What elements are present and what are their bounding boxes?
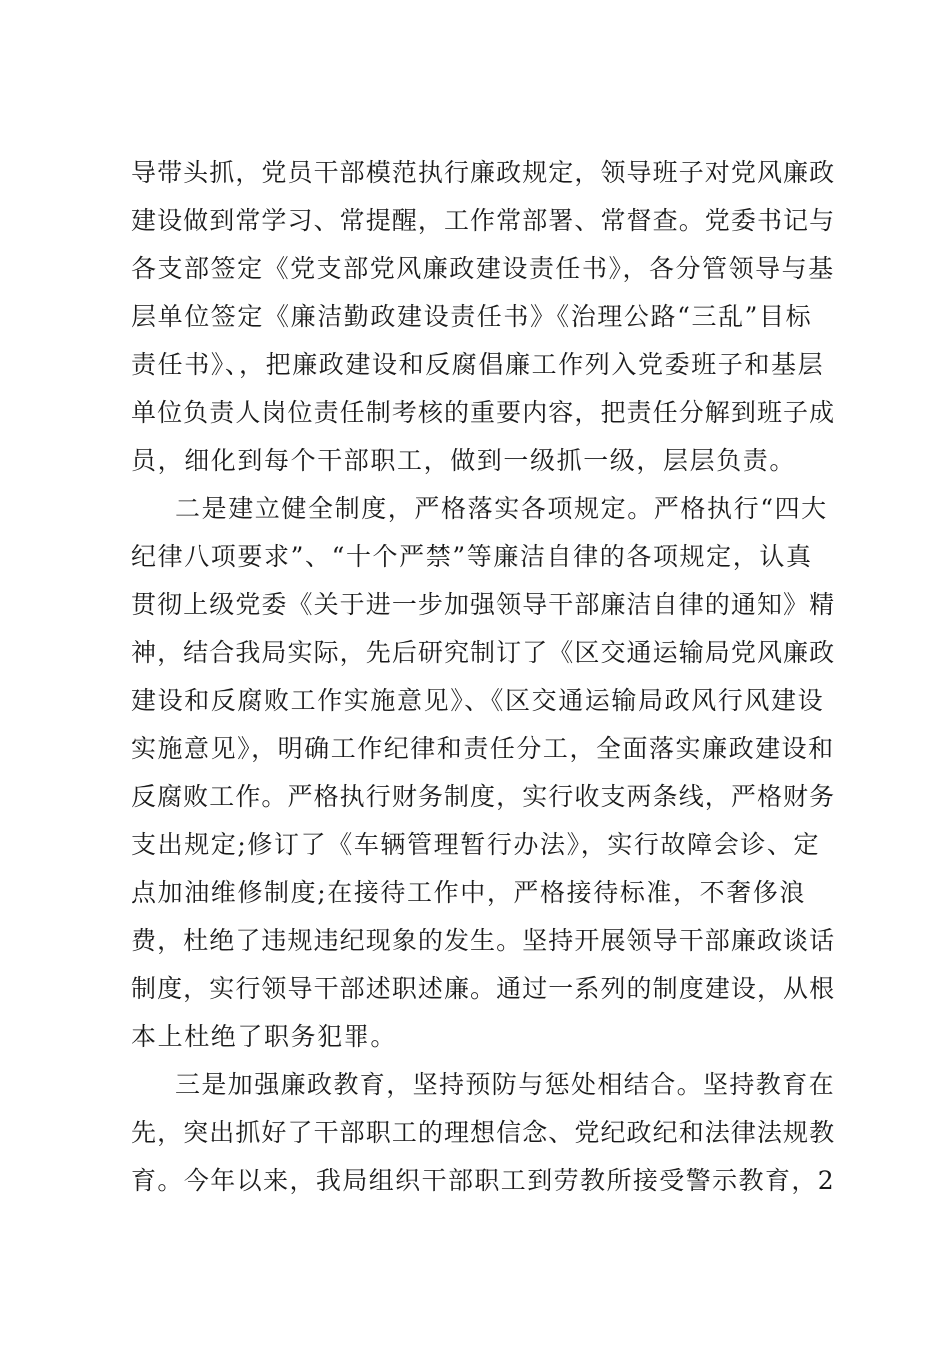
text-line: 制度，实行领导干部述职述廉。通过一系列的制度建设，从根	[131, 974, 836, 1003]
text-line: 各支部签定《党支部党风廉政建设责任书》，各分管领导与基	[131, 254, 835, 283]
text-line: 实施意见》，明确工作纪律和责任分工，全面落实廉政建设和	[131, 734, 835, 763]
text-line: 员，细化到每个干部职工，做到一级抓一级，层层负责。	[131, 446, 797, 475]
text-line: 单位负责人岗位责任制考核的重要内容，把责任分解到班子成	[131, 398, 836, 427]
text-line: 导带头抓，党员干部模范执行廉政规定，领导班子对党风廉政	[131, 158, 836, 187]
text-line: 层单位签定《廉洁勤政建设责任书》《治理公路“三乱”目标	[131, 302, 813, 331]
text-line: 反腐败工作。严格执行财务制度，实行收支两条线，严格财务	[131, 782, 836, 811]
paragraph-first-line: 三是加强廉政教育，坚持预防与惩处相结合。坚持教育在	[175, 1070, 836, 1099]
text-line: 纪律八项要求”、“十个严禁”等廉洁自律的各项规定，认真	[131, 542, 813, 571]
text-line: 建设和反腐败工作实施意见》、《区交通运输局政风行风建设	[131, 686, 825, 715]
text-line: 贯彻上级党委《关于进一步加强领导干部廉洁自律的通知》精	[131, 590, 836, 619]
paragraph-first-line: 二是建立健全制度，严格落实各项规定。严格执行“四大	[175, 494, 828, 523]
text-line: 支出规定;修订了《车辆管理暂行办法》，实行故障会诊、定	[131, 830, 821, 859]
text-line: 建设做到常学习、常提醒，工作常部署、常督查。党委书记与	[131, 206, 836, 235]
text-line: 本上杜绝了职务犯罪。	[131, 1022, 398, 1051]
text-line: 点加油维修制度;在接待工作中，严格接待标准，不奢侈浪	[131, 878, 807, 907]
text-line: 责任书》、，把廉政建设和反腐倡廉工作列入党委班子和基层	[131, 350, 825, 379]
text-line: 先，突出抓好了干部职工的理想信念、党纪政纪和法律法规教	[131, 1118, 836, 1147]
text-line: 神，结合我局实际，先后研究制订了《区交通运输局党风廉政	[131, 638, 836, 667]
text-line: 育。今年以来，我局组织干部职工到劳教所接受警示教育，2	[131, 1166, 836, 1195]
text-line: 费，杜绝了违规违纪现象的发生。坚持开展领导干部廉政谈话	[131, 926, 836, 955]
